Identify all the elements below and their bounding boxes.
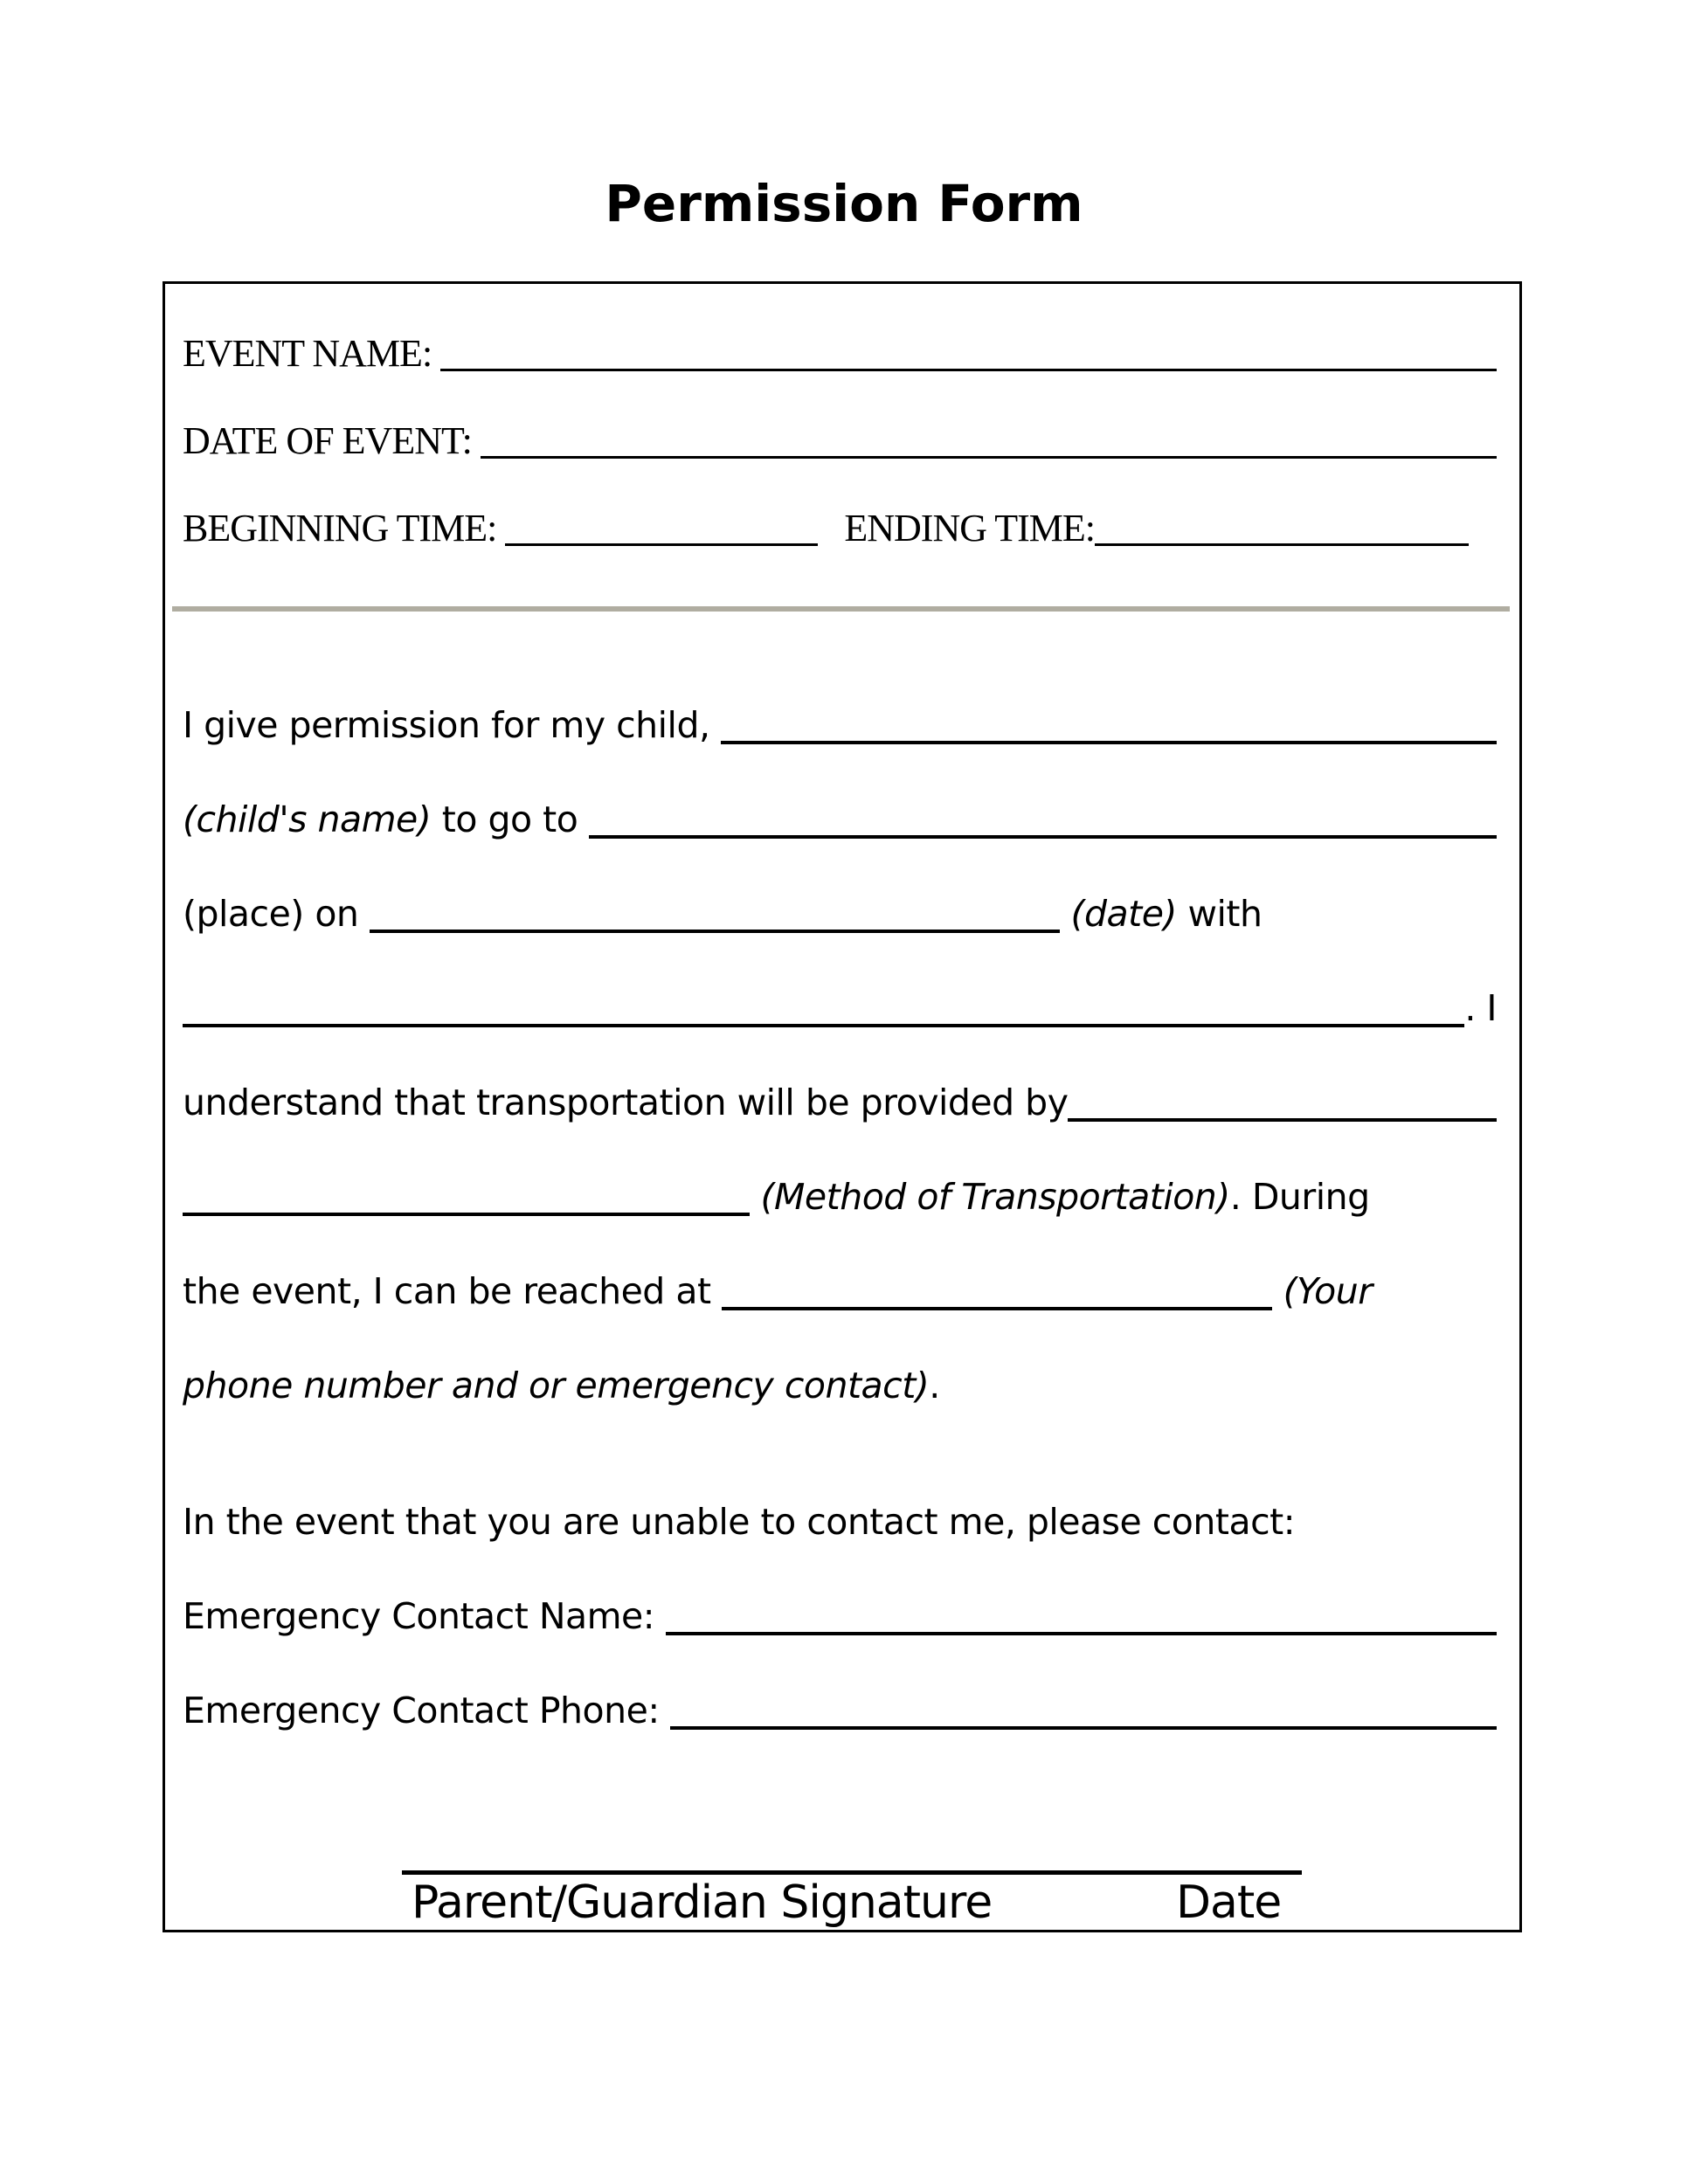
page-title: Permission Form — [605, 174, 1083, 233]
transportation-blank-2[interactable] — [183, 1213, 750, 1216]
permission-line-2 — [183, 772, 1497, 867]
permission-line-4 — [183, 961, 1497, 1055]
permission-line-3 — [183, 867, 1497, 961]
date-of-event-blank[interactable] — [481, 455, 1497, 459]
beginning-time-label: BEGINNING TIME: — [183, 507, 506, 549]
line8-caption: phone number and or emergency contact) — [183, 1365, 930, 1406]
permission-paragraph — [183, 678, 1497, 1758]
time-row — [183, 508, 1497, 549]
ending-time-label: ENDING TIME: — [844, 507, 1095, 549]
event-name-label: EVENT NAME: — [183, 332, 441, 375]
section-divider — [172, 606, 1510, 612]
emergency-name-row — [183, 1569, 1497, 1663]
line8-text: . — [929, 1365, 940, 1406]
line6-text: . During — [1229, 1176, 1370, 1218]
place-blank[interactable] — [589, 835, 1497, 839]
permission-line-1 — [183, 678, 1497, 772]
child-name-blank[interactable] — [721, 741, 1497, 744]
emergency-intro-text: In the event that you are unable to contact me, please contact: — [183, 1501, 1296, 1543]
line7-caption: (Your — [1272, 1270, 1373, 1312]
line5-text: understand that transportation will be provided by — [183, 1082, 1069, 1123]
permission-line-8 — [183, 1338, 1497, 1433]
line3-text-after: with — [1176, 893, 1263, 935]
permission-line-5 — [183, 1055, 1497, 1150]
emergency-phone-label: Emergency Contact Phone: — [183, 1690, 671, 1731]
method-caption: (Method of Transportation) — [750, 1176, 1230, 1218]
line1-text: I give permission for my child, — [183, 704, 722, 746]
child-name-caption: (child's name) — [183, 798, 432, 840]
event-name-row — [183, 334, 1497, 374]
permission-line-6 — [183, 1150, 1497, 1244]
signature-blank[interactable] — [402, 1870, 1302, 1875]
emergency-contact-intro — [183, 1475, 1497, 1569]
transportation-blank[interactable] — [1068, 1118, 1497, 1122]
reach-phone-blank[interactable] — [722, 1307, 1272, 1310]
date-of-event-label: DATE OF EVENT: — [183, 419, 481, 462]
line4-text: . I — [1464, 987, 1497, 1029]
permission-line-7 — [183, 1244, 1497, 1338]
ending-time-blank[interactable] — [1095, 543, 1469, 546]
beginning-time-blank[interactable] — [505, 543, 818, 546]
emergency-phone-row — [183, 1663, 1497, 1758]
date-caption: (date) — [1059, 893, 1177, 935]
companion-blank[interactable] — [183, 1024, 1464, 1027]
signature-label: Parent/Guardian Signature — [412, 1876, 993, 1929]
signature-caption-row — [183, 1878, 1497, 1931]
line2-text: to go to — [431, 798, 589, 840]
emergency-name-blank[interactable] — [666, 1632, 1497, 1635]
date-label: Date — [1176, 1876, 1282, 1929]
date-of-event-row — [183, 421, 1497, 461]
emergency-name-label: Emergency Contact Name: — [183, 1595, 666, 1637]
line3-text: (place) on — [183, 893, 370, 935]
event-date-blank[interactable] — [370, 930, 1060, 933]
event-name-blank[interactable] — [440, 368, 1497, 371]
form-box — [163, 281, 1522, 1932]
line7-text: the event, I can be reached at — [183, 1270, 723, 1312]
emergency-phone-blank[interactable] — [670, 1726, 1497, 1730]
